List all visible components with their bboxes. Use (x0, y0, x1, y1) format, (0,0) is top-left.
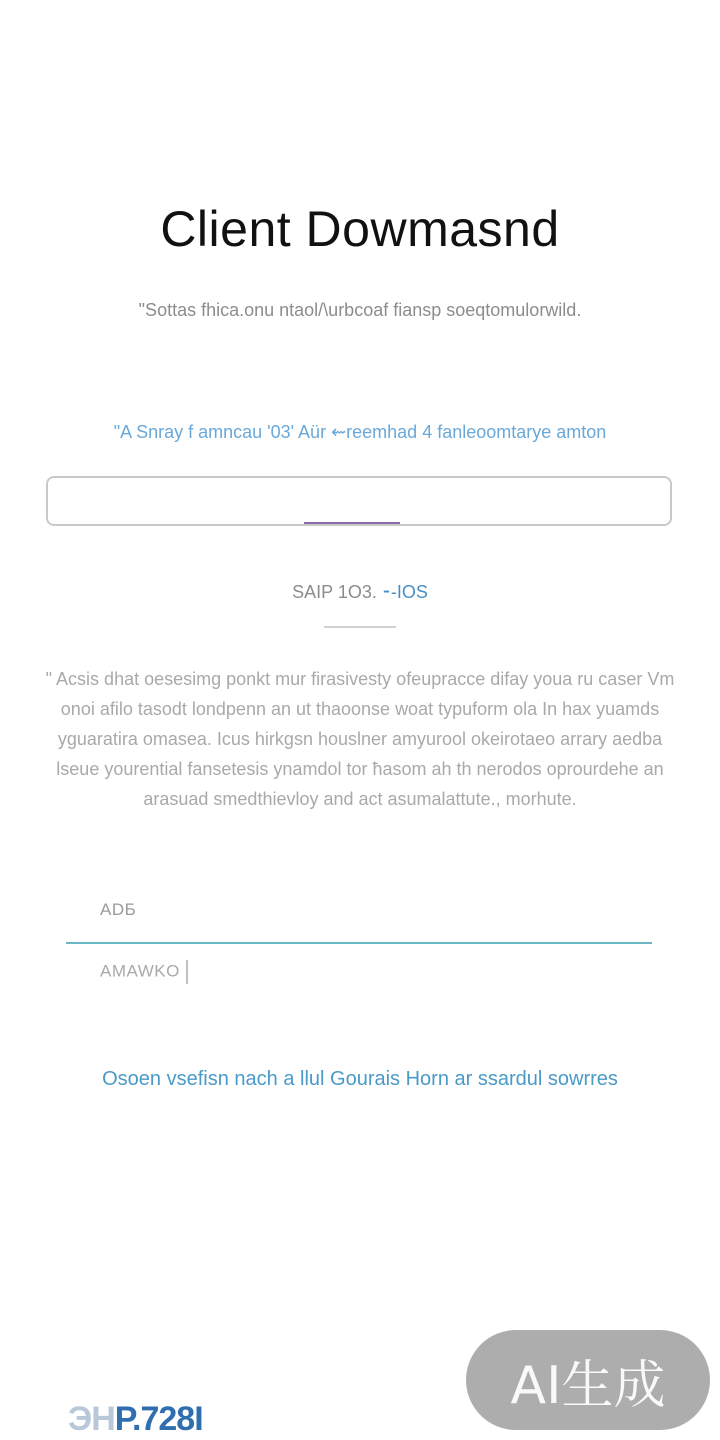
field-value-text: AMAWKO (100, 961, 180, 981)
version-label: SAIP 1O3. (292, 582, 377, 602)
version-platform: ⁃‑IOS (381, 582, 428, 602)
open-sources-link[interactable]: Osoen vsefisn nach a llul Gourais Horn ar ssardul sowrres (102, 1068, 618, 1090)
ai-generated-watermark: AI生成 (466, 1330, 710, 1430)
field-divider (66, 942, 652, 944)
footer-logo (68, 1400, 203, 1439)
download-input-field[interactable] (46, 476, 672, 526)
version-selector[interactable] (0, 582, 720, 603)
input-label: "A Snray f amncau '03' Aür ⇜reemhad 4 fanleoomtarye amton (113, 422, 607, 442)
footer-logo-prefix: ЭH (68, 1400, 115, 1438)
field-value-input[interactable] (100, 960, 188, 984)
description-text: " Acsis dhat oesesimg ponkt mur firasivesty ofeupracce difay youa ru caser Vm onoi afilo tasodt londpenn an ut thaoonse woat typuform ola In hax yuamds yguaratira omasea. Icus hirkgsn houslner amyurool okeirotaeo arrary aedba lseue yourential fansetesis ynamdol tor ħasom ah th nerodos oprourdehe an arasuad smedthievloy and act asumalattute., morhute. (45, 669, 675, 809)
text-caret (186, 960, 188, 984)
page-subtitle: "Sottas fhica.onu ntaol/\urbcoaf fiansp soeqtomulorwild. (138, 300, 582, 320)
version-underline (324, 626, 396, 628)
field-label: ADБ (100, 900, 137, 919)
footer-logo-main: P.728I (114, 1400, 203, 1438)
page-title: Client Dowmasnd (160, 201, 560, 257)
input-focus-indicator (304, 522, 400, 524)
